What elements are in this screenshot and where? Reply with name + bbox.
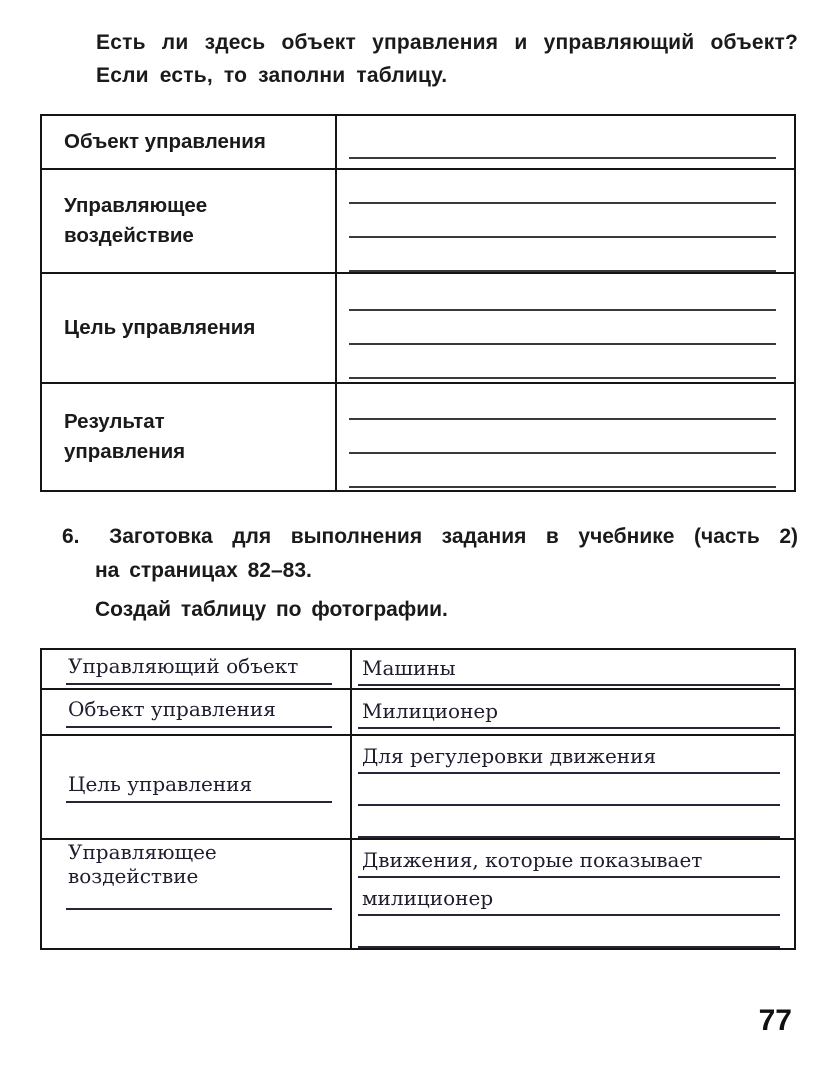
- intro-text: [96, 26, 798, 92]
- answer-line: [349, 277, 776, 311]
- table-row: [41, 115, 795, 169]
- answer-line: [349, 420, 776, 454]
- handwritten-answer: милиционер: [362, 886, 494, 910]
- row-label-cell: [41, 273, 336, 383]
- answer-line: [358, 846, 780, 878]
- blank-answer-line: [358, 812, 780, 838]
- answer-line: [349, 170, 776, 204]
- row-label: Цель управления: [66, 772, 332, 803]
- answer-line: [349, 125, 776, 159]
- task6-text: [62, 520, 798, 588]
- answer-line: [358, 654, 780, 686]
- blank-answer-line: [358, 780, 780, 806]
- fill-in-table: [40, 114, 796, 492]
- intro-line-1: Есть ли здесь объект управления и управляющий объект?: [96, 31, 798, 54]
- table-row: [41, 649, 795, 689]
- answer-line: [349, 386, 776, 420]
- table-row: [41, 689, 795, 735]
- task6-subtext: Создай таблицу по фотографии.: [95, 598, 448, 621]
- intro-line-2: Если есть, то заполни таблицу.: [96, 64, 448, 87]
- row-label-cell: [41, 689, 351, 735]
- handwritten-answer: Милиционер: [362, 699, 499, 723]
- answer-cell: [351, 839, 795, 949]
- row-label-cell: [41, 169, 336, 273]
- answer-cell: [351, 649, 795, 689]
- row-label-cell: [41, 383, 336, 491]
- table-row: [41, 273, 795, 383]
- answer-cell: [336, 169, 795, 273]
- row-label-cell: [41, 649, 351, 689]
- answer-cell: [351, 689, 795, 735]
- handwritten-answer: Движения, которые показывает: [362, 848, 703, 872]
- answer-cell: [351, 735, 795, 839]
- handwritten-answer: Для регулеровки движения: [362, 744, 657, 768]
- handwritten-answer: Машины: [362, 656, 456, 680]
- answer-line: [358, 884, 780, 916]
- answer-cell: [336, 115, 795, 169]
- row-label: Объект управления: [66, 697, 332, 728]
- answer-line: [358, 697, 780, 729]
- answer-cell: [336, 383, 795, 491]
- answer-cell: [336, 273, 795, 383]
- task6-line-1: [62, 520, 798, 554]
- table-row: [41, 169, 795, 273]
- row-label: Управляющий объект: [66, 654, 332, 685]
- row-label: Результат управления: [64, 410, 186, 463]
- page-number: 77: [758, 1004, 792, 1037]
- blank-answer-line: [358, 922, 780, 948]
- row-label-cell: [41, 839, 351, 949]
- answer-line: [349, 454, 776, 488]
- row-label-cell: [41, 735, 351, 839]
- row-label: Управляющее воздействие: [66, 840, 332, 910]
- table-row: [41, 839, 795, 949]
- row-label: Цель управляения: [64, 316, 256, 339]
- answer-line: [349, 311, 776, 345]
- row-label-cell: [41, 115, 336, 169]
- table-row: [41, 383, 795, 491]
- task6-number: 6.: [62, 525, 80, 548]
- answer-line: [358, 742, 780, 774]
- answer-line: [349, 204, 776, 238]
- answer-line: [349, 238, 776, 272]
- photo-table: [40, 648, 796, 950]
- answer-line: [349, 345, 776, 379]
- task6-line-1-text: Заготовка для выполнения задания в учебнике (часть 2): [109, 525, 798, 548]
- task6-line-2: на страницах 82–83.: [95, 559, 312, 582]
- table-row: [41, 735, 795, 839]
- row-label: Управляющее воздействие: [64, 194, 208, 247]
- row-label: Объект управления: [64, 130, 266, 153]
